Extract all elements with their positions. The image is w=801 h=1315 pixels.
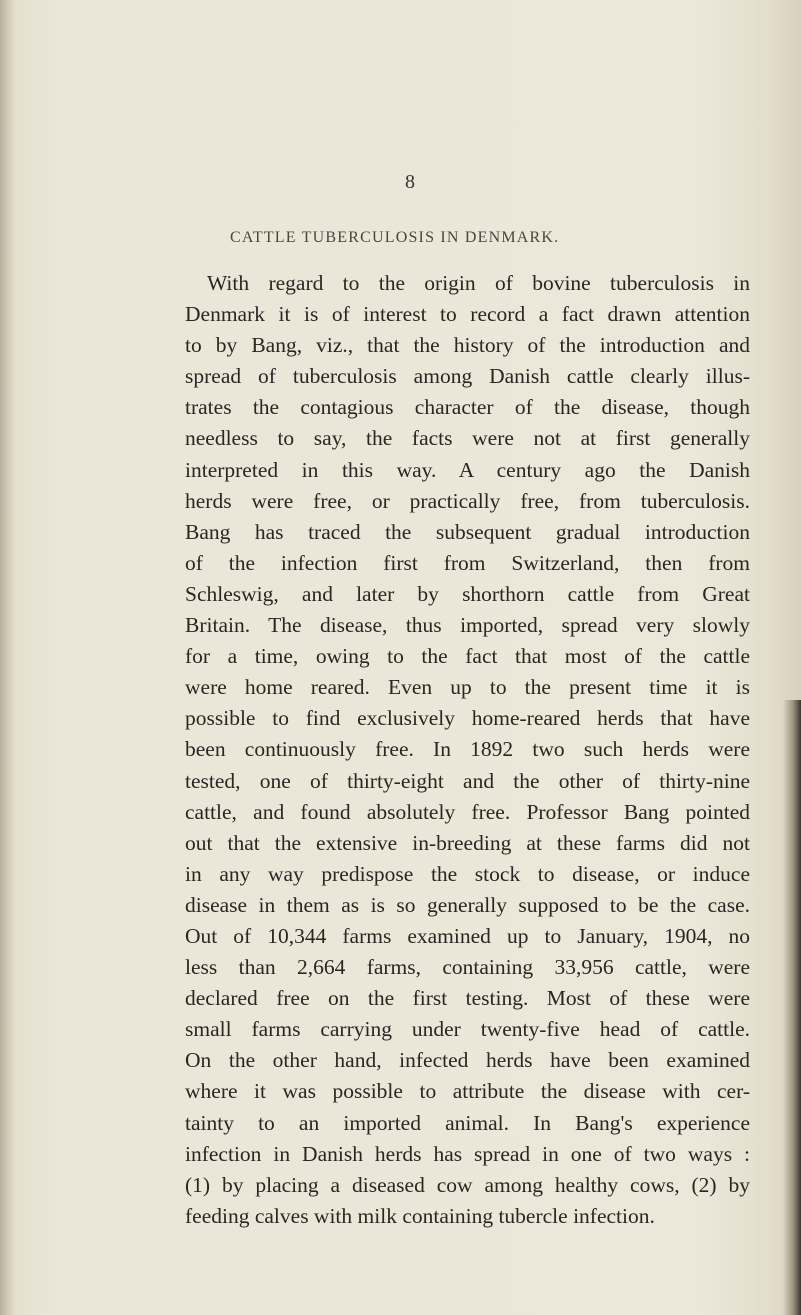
text-line: of the infection first from Switzerland, then from (185, 550, 750, 575)
text-line: to by Bang, viz., that the history of the introduction and (185, 333, 750, 358)
text-line: interpreted in this way. A century ago the Danish (185, 457, 750, 482)
text-line: been continuously free. In 1892 two such herds were (185, 737, 750, 762)
text-line: for a time, owing to the fact that most of the cattle (185, 644, 750, 669)
text-line: small farms carrying under twenty-five head of cattle. (185, 1017, 750, 1042)
text-line: Bang has traced the subsequent gradual introduction (185, 519, 750, 544)
text-line: Britain. The disease, thus imported, spread very slowly (185, 613, 750, 638)
text-line: trates the contagious character of the disease, though (185, 395, 750, 420)
text-line: tainty to an imported animal. In Bang's experience (185, 1110, 750, 1135)
text-line: (1) by placing a diseased cow among healthy cows, (2) by (185, 1172, 750, 1197)
page-edge-shadow (783, 700, 801, 1315)
text-line: On the other hand, infected herds have been examined (185, 1048, 750, 1073)
text-line: Out of 10,344 farms examined up to January, 1904, no (185, 923, 750, 948)
page-number: 8 (405, 171, 415, 193)
text-line: needless to say, the facts were not at first generally (185, 426, 750, 451)
text-line: declared free on the first testing. Most of these were (185, 986, 750, 1011)
body-paragraph (185, 268, 750, 1232)
text-line: cattle, and found absolutely free. Professor Bang pointed (185, 799, 750, 824)
text-line: in any way predispose the stock to disease, or induce (185, 861, 750, 886)
text-line: spread of tuberculosis among Danish cattle clearly illus- (185, 364, 750, 389)
spine-shadow (0, 0, 14, 1315)
text-line: out that the extensive in-breeding at these farms did not (185, 830, 750, 855)
running-head: CATTLE TUBERCULOSIS IN DENMARK. (230, 229, 560, 246)
text-line: were home reared. Even up to the present time it is (185, 675, 750, 700)
text-line: Schleswig, and later by shorthorn cattle from Great (185, 581, 750, 606)
text-line: possible to find exclusively home-reared herds that have (185, 706, 750, 731)
text-line: disease in them as is so generally supposed to be the case. (185, 892, 750, 917)
text-line: herds were free, or practically free, from tuberculosis. (185, 488, 750, 513)
text-line: less than 2,664 farms, containing 33,956 cattle, were (185, 955, 750, 980)
text-line: tested, one of thirty-eight and the other of thirty-nine (185, 768, 750, 793)
text-line: infection in Danish herds has spread in one of two ways : (185, 1141, 750, 1166)
text-line: feeding calves with milk containing tubercle infection. (185, 1203, 655, 1228)
text-line: With regard to the origin of bovine tuberculosis in (207, 271, 750, 295)
text-line: where it was possible to attribute the disease with cer- (185, 1079, 750, 1104)
text-line: Denmark it is of interest to record a fact drawn attention (185, 302, 750, 327)
